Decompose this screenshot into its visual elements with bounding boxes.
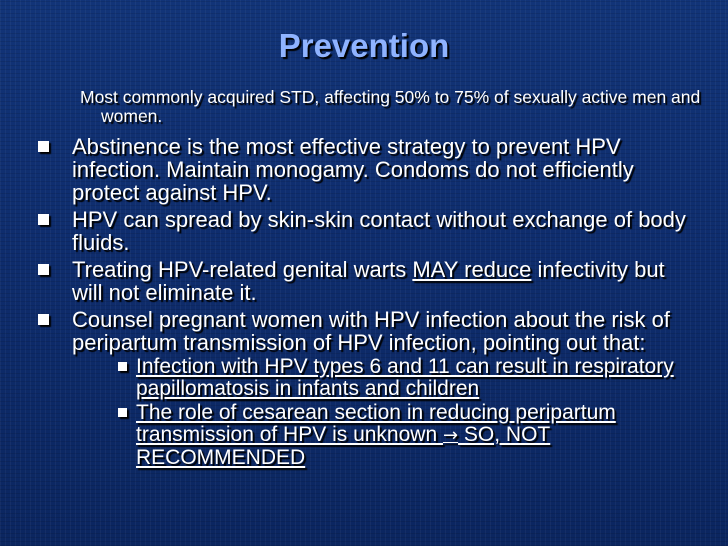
bullet-text: Abstinence is the most effective strategy to prevent HPV infection. Maintain monogamy. Condoms do not efficiently protect against HPV.	[72, 134, 634, 205]
bullet-text-after: infectivity but will not eliminate it.	[72, 257, 665, 305]
slide-title: Prevention	[278, 27, 450, 64]
bullet-list	[36, 135, 696, 473]
sub-bullet-text-before: The role of cesarean section in reducing peripartum transmission of HPV is unknown	[136, 401, 616, 446]
sub-bullet-list	[72, 356, 696, 469]
underlined-emphasis: MAY reduce	[412, 257, 532, 282]
bullet-text: HPV can spread by skin-skin contact without exchange of body fluids.	[72, 207, 686, 255]
bullet-text-before: Treating HPV-related genital warts	[72, 257, 413, 282]
square-bullet-icon	[38, 264, 49, 275]
square-bullet-icon	[38, 214, 49, 225]
intro-text: Most commonly acquired STD, affecting 50% to 75% of sexually active men and women.	[80, 87, 701, 126]
sub-bullet-text-after: SO, NOT RECOMMENDED	[136, 423, 551, 469]
square-bullet-icon	[38, 314, 49, 325]
bullet-text: Counsel pregnant women with HPV infection about the risk of peripartum transmission of HPV infection, pointing out that:	[72, 307, 670, 355]
bullet-item	[36, 308, 696, 469]
bullet-item	[36, 258, 696, 304]
right-arrow-icon: →	[442, 425, 459, 446]
sub-bullet-item	[118, 356, 696, 400]
sub-bullet-text: Infection with HPV types 6 and 11 can result in respiratory papillomatosis in infants and children	[136, 355, 674, 400]
bullet-item	[36, 208, 696, 254]
bullet-item	[36, 135, 696, 204]
square-bullet-icon	[38, 141, 49, 152]
square-bullet-icon	[118, 362, 127, 371]
square-bullet-icon	[118, 408, 127, 417]
sub-bullet-item	[118, 402, 696, 469]
